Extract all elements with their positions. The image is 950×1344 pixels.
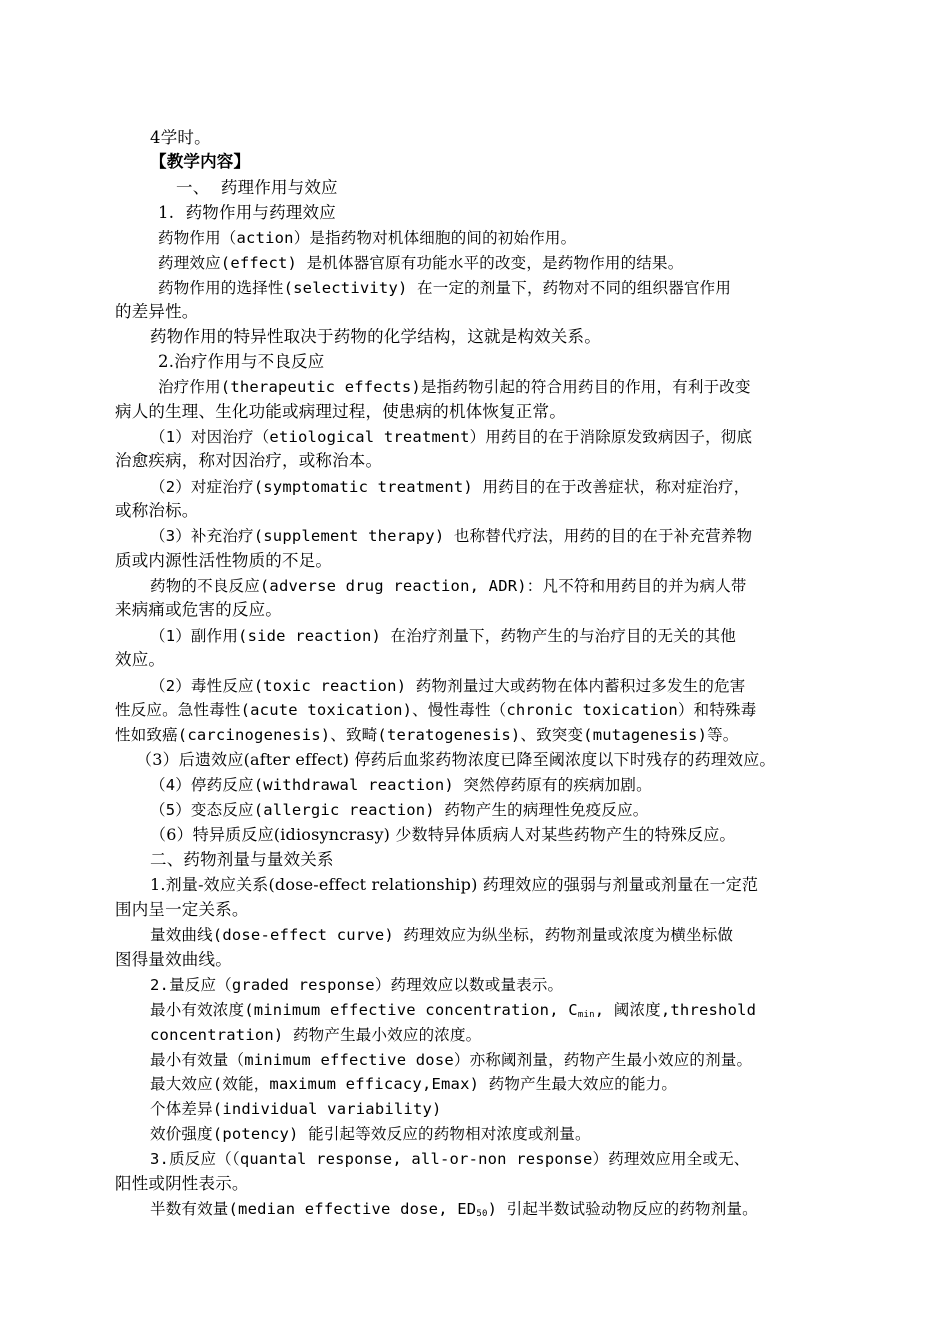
- text-line: 药理效应(effect) 是机体器官原有功能水平的改变，是药物作用的结果。: [158, 254, 684, 272]
- text-line: 阳性或阴性表示。: [115, 1174, 249, 1193]
- text-line: （2）对症治疗(symptomatic treatment) 用药目的在于改善症状，称对症治疗，: [150, 478, 750, 496]
- section-heading: 二、药物剂量与量效关系: [150, 850, 334, 869]
- text-line: 1.剂量-效应关系(dose-effect relationship) 药理效应的强弱与剂量或剂量在一定范: [150, 875, 759, 894]
- text-line: 来病痛或危害的反应。: [115, 600, 282, 619]
- text-line: 药物作用的选择性(selectivity) 在一定的剂量下，药物对不同的组织器官作用: [158, 279, 732, 297]
- text-line: （1）副作用(side reaction) 在治疗剂量下，药物产生的与治疗目的无关的其他: [150, 627, 736, 645]
- text-line: （1）对因治疗（etiological treatment）用药目的在于消除原发致病因子，彻底: [150, 428, 753, 446]
- text-line: 效应。: [115, 650, 166, 669]
- subsection-heading: 2.治疗作用与不良反应: [158, 352, 325, 371]
- text-line: 性如致癌(carcinogenesis)、致畸(teratogenesis)、致突变(mutagenesis)等。: [115, 726, 739, 744]
- subscript: 50: [476, 1209, 488, 1219]
- text-line: （6）特异质反应(idiosyncrasy) 少数特异体质病人对某些药物产生的特殊反应。: [150, 825, 736, 844]
- text-line: 效价强度(potency) 能引起等效反应的药物相对浓度或剂量。: [150, 1125, 591, 1143]
- text-line: 或称治标。: [115, 501, 199, 520]
- section-heading: 【教学内容】: [150, 152, 251, 171]
- text-segment: 半数有效量(median effective dose, ED: [150, 1200, 477, 1218]
- subscript: min: [577, 1010, 595, 1020]
- section-heading: 一、 药理作用与效应: [176, 178, 338, 197]
- text-line: （4）停药反应(withdrawal reaction) 突然停药原有的疾病加剧。: [150, 776, 652, 794]
- text-line: [150, 1198, 758, 1225]
- text-line: 最小有效量（minimum effective dose）亦称阈剂量，药物产生最小效应的剂量。: [150, 1051, 753, 1069]
- subsection-heading: 1. 药物作用与药理效应: [158, 203, 336, 222]
- text-line: （2）毒性反应(toxic reaction) 药物剂量过大或药物在体内蓄积过多发生的危害: [150, 677, 746, 695]
- text-line: 药物作用（action）是指药物对机体细胞的间的初始作用。: [158, 229, 577, 247]
- text-line: concentration) 药物产生最小效应的浓度。: [150, 1026, 482, 1044]
- text-line: 药物的不良反应(adverse drug reaction, ADR)：凡不符和用药目的并为病人带: [150, 577, 747, 595]
- text-segment: 最小有效浓度(minimum effective concentration, C: [150, 1001, 578, 1019]
- text-line: （3）补充治疗(supplement therapy) 也称替代疗法，用药的目的在于补充营养物: [150, 527, 753, 545]
- text-line: 质或内源性活性物质的不足。: [115, 551, 333, 570]
- text-line: 性反应。急性毒性(acute toxication)、慢性毒性（chronic toxication）和特殊毒: [115, 701, 757, 719]
- text-line: 治愈疾病，称对因治疗，或称治本。: [115, 451, 383, 470]
- text-line: 的差异性。: [115, 302, 199, 321]
- text-line: 4学时。: [150, 128, 211, 147]
- text-line: [150, 999, 756, 1026]
- text-line: （3）后遗效应(after effect) 停药后血浆药物浓度已降至阈浓度以下时残存的药理效应。: [136, 750, 776, 769]
- text-segment: ) 引起半数试验动物反应的药物剂量。: [487, 1200, 758, 1218]
- text-line: 个体差异(individual variability): [150, 1100, 442, 1118]
- text-line: 围内呈一定关系。: [115, 900, 249, 919]
- text-line: 2.量反应（graded response）药理效应以数或量表示。: [150, 976, 564, 994]
- text-line: （5）变态反应(allergic reaction) 药物产生的病理性免疫反应。: [150, 801, 649, 819]
- text-line: 病人的生理、生化功能或病理过程，使患病的机体恢复正常。: [115, 402, 566, 421]
- text-line: 图得量效曲线。: [115, 950, 232, 969]
- text-line: 量效曲线(dose-effect curve) 药理效应为纵坐标，药物剂量或浓度为横坐标做: [150, 926, 734, 944]
- text-line: 药物作用的特异性取决于药物的化学结构，这就是构效关系。: [150, 327, 601, 346]
- text-line: 3.质反应（（quantal response, all-or-non response）药理效应用全或无、: [150, 1150, 750, 1168]
- text-line: 最大效应(效能，maximum efficacy,Emax) 药物产生最大效应的能力。: [150, 1075, 678, 1093]
- text-segment: , 阈浓度,threshold: [594, 1001, 757, 1019]
- text-line: 治疗作用(therapeutic effects)是指药物引起的符合用药目的作用，有利于改变: [158, 378, 751, 396]
